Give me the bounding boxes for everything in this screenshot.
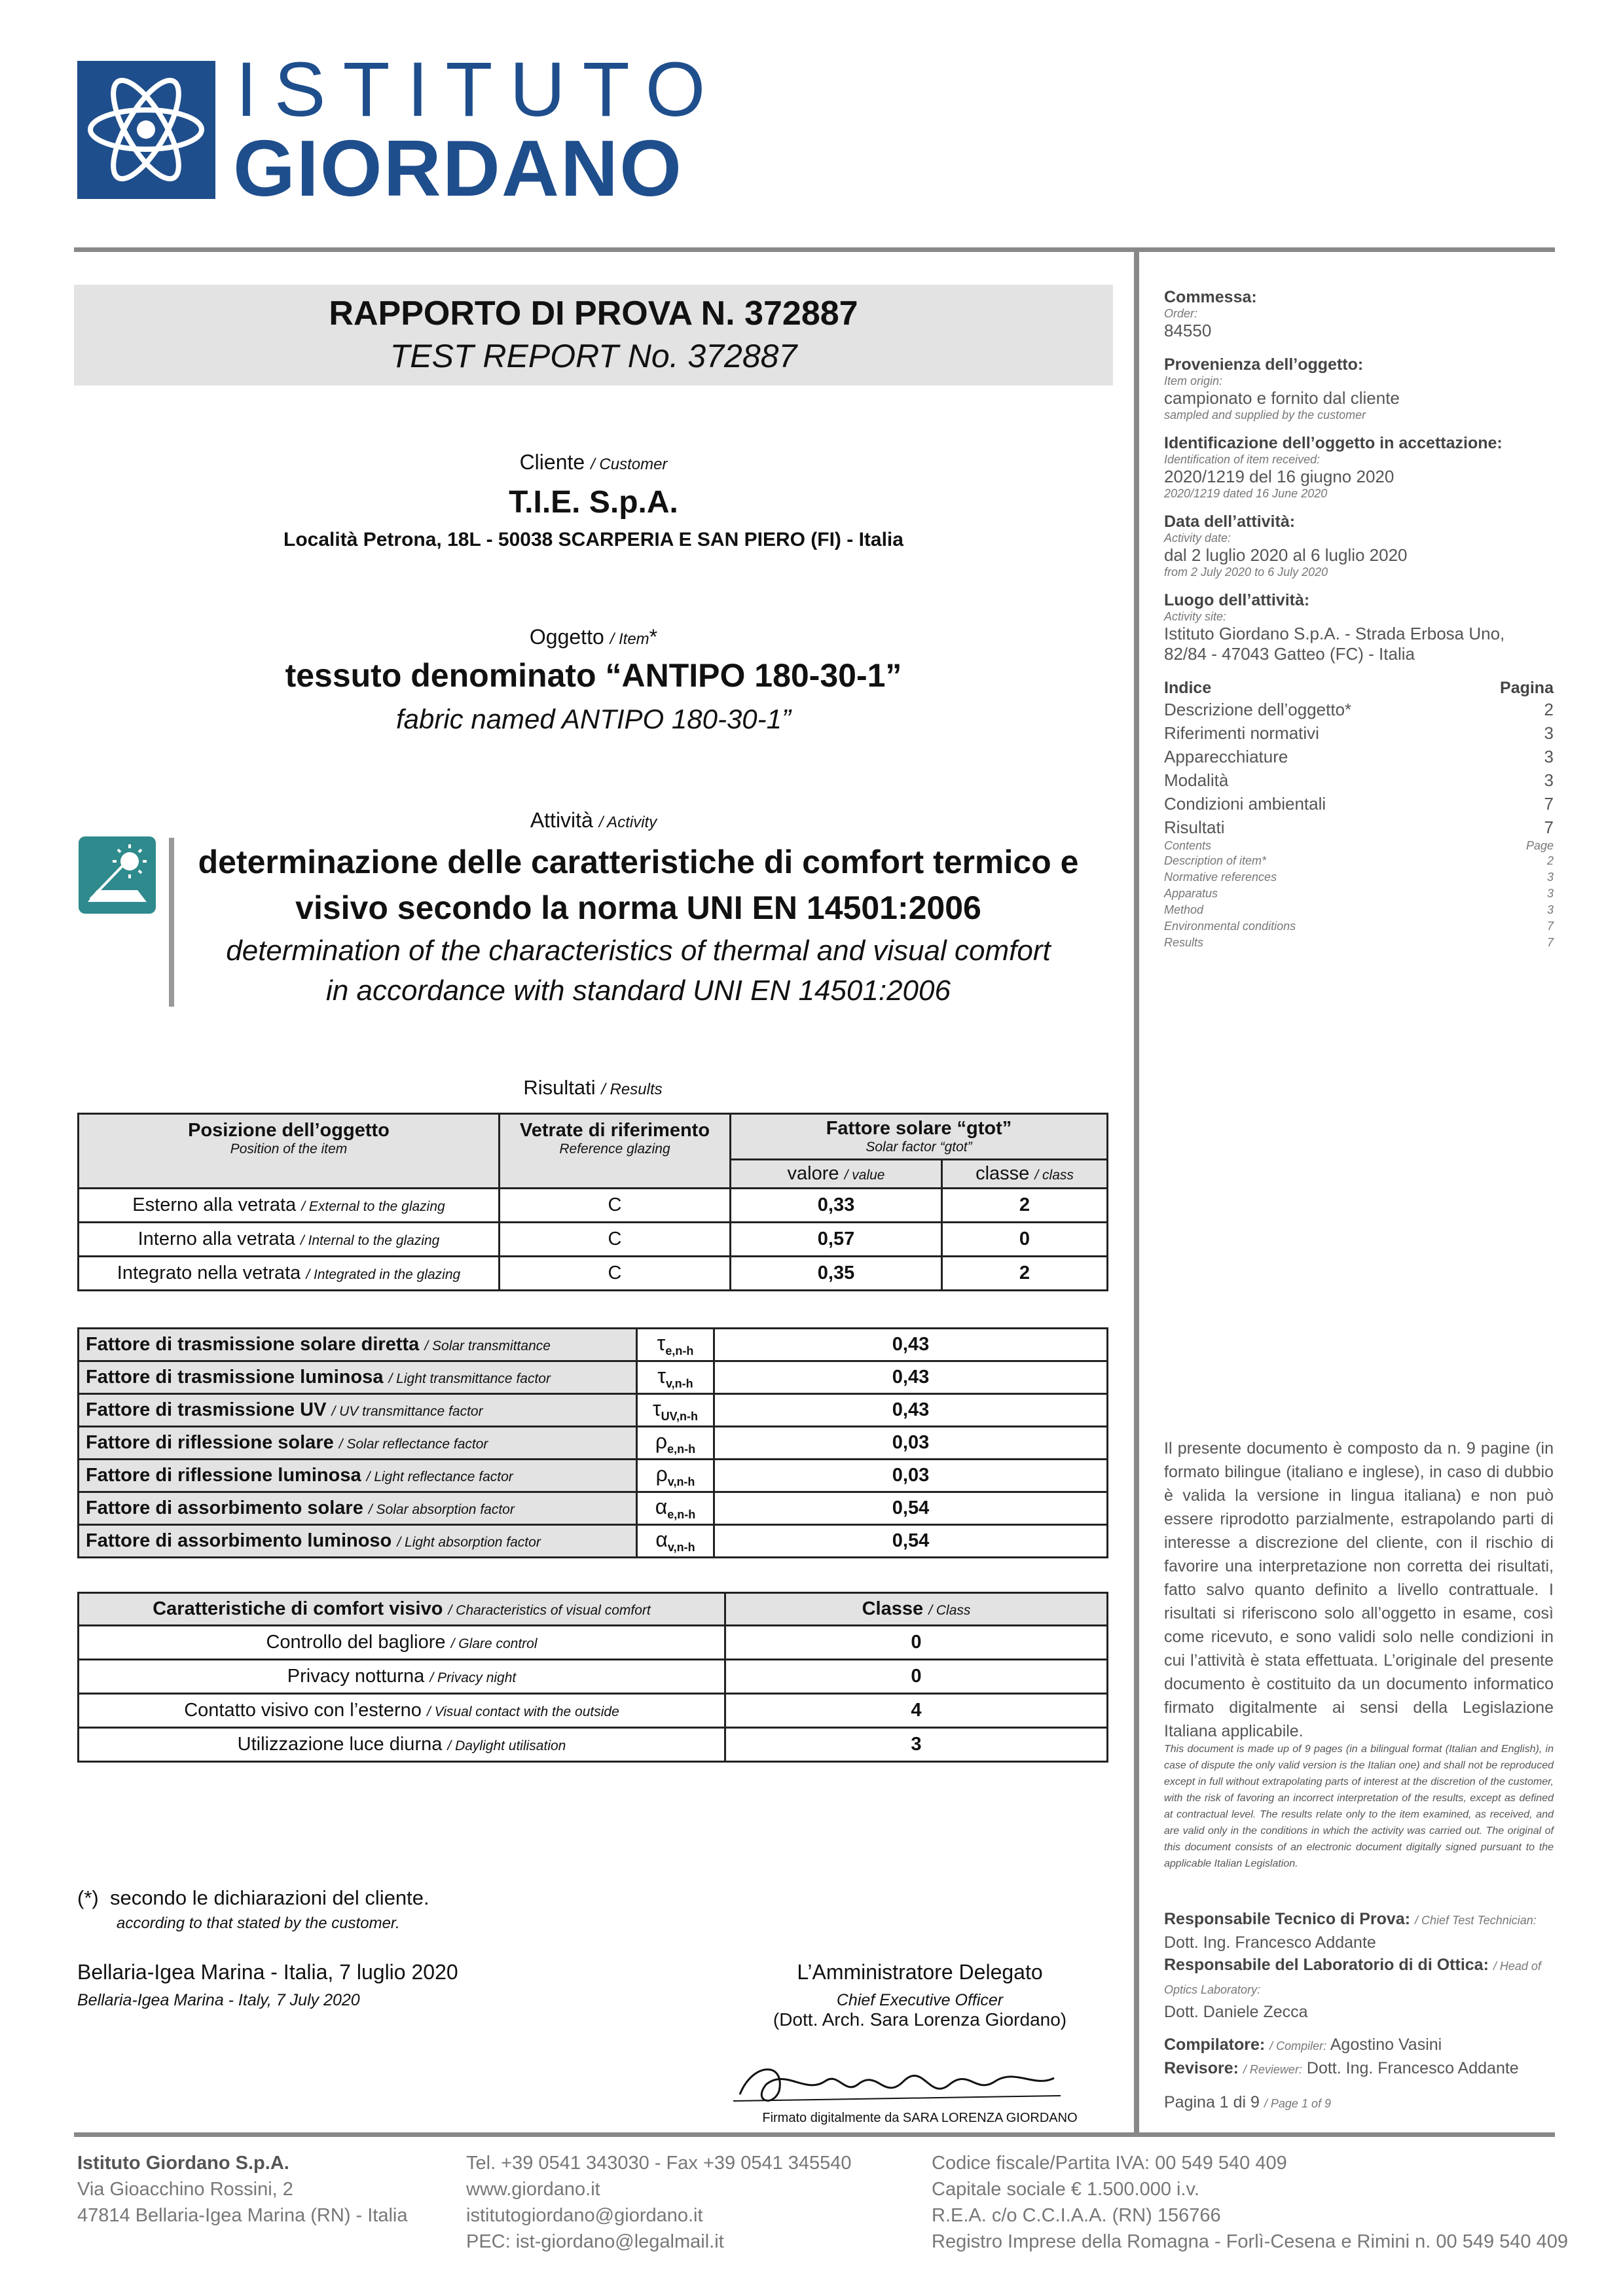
row-glazing: C bbox=[500, 1223, 731, 1257]
index-entry-page: 7 bbox=[1546, 936, 1554, 949]
row-factor bbox=[79, 1492, 637, 1525]
row-factor bbox=[79, 1525, 637, 1558]
reviewer-heading: Revisore: bbox=[1164, 2059, 1239, 2077]
row-value: 0,35 bbox=[731, 1257, 942, 1291]
activity-title-line2: visivo secondo la norma UNI EN 14501:2006 bbox=[295, 889, 981, 926]
activity-title bbox=[177, 839, 1100, 931]
col-position-header bbox=[79, 1114, 500, 1189]
row-position-en: / External to the glazing bbox=[301, 1199, 445, 1214]
sidebar bbox=[1164, 288, 1554, 951]
index-entry-page: 3 bbox=[1544, 747, 1554, 766]
col-solar-factor-header-en: Solar factor “gtot” bbox=[866, 1139, 972, 1155]
signer-role: L’Amministratore Delegato bbox=[797, 1960, 1043, 1984]
list-item bbox=[1164, 698, 1554, 721]
footnote-mark: (*) bbox=[77, 1886, 99, 1909]
col-solar-factor-header-it: Fattore solare “gtot” bbox=[826, 1118, 1012, 1139]
index-heading-en: Contents bbox=[1164, 839, 1212, 852]
subcol-class-en: / class bbox=[1034, 1168, 1074, 1183]
item-label bbox=[74, 625, 1113, 649]
row-class: 2 bbox=[942, 1189, 1108, 1223]
activity-title-en-line1: determination of the characteristics of thermal and visual comfort bbox=[226, 935, 1051, 967]
row-symbol-char: τ bbox=[657, 1364, 666, 1388]
col-solar-factor-header bbox=[731, 1114, 1108, 1160]
report-title-en: TEST REPORT No. 372887 bbox=[390, 338, 797, 374]
row-characteristic bbox=[79, 1626, 725, 1660]
activity-title-en-line2: in accordance with standard UNI EN 14501:2006 bbox=[326, 975, 951, 1007]
index-entry-title: Condizioni ambientali bbox=[1164, 794, 1326, 814]
col-class-header bbox=[725, 1593, 1108, 1626]
row-characteristic bbox=[79, 1728, 725, 1762]
row-characteristic-it: Contatto visivo con l’esterno bbox=[184, 1700, 422, 1721]
footer-company bbox=[77, 2150, 408, 2229]
index-entry-title: Risultati bbox=[1164, 817, 1225, 837]
identification-sub: Identification of item received: bbox=[1164, 453, 1321, 466]
list-item bbox=[1164, 853, 1554, 869]
footer-company-name: Istituto Giordano S.p.A. bbox=[77, 2153, 289, 2174]
row-characteristic-en: / Daylight utilisation bbox=[447, 1738, 566, 1753]
footer-capital: Capitale sociale € 1.500.000 i.v. bbox=[932, 2179, 1199, 2200]
col-glazing-header bbox=[500, 1114, 731, 1189]
row-factor-it: Fattore di trasmissione solare diretta bbox=[86, 1334, 420, 1355]
results-label-it: Risultati bbox=[523, 1076, 596, 1099]
row-position bbox=[79, 1257, 500, 1291]
index-entry-page: 7 bbox=[1544, 794, 1554, 814]
row-symbol-char: α bbox=[655, 1495, 668, 1519]
row-value: 0,43 bbox=[714, 1361, 1108, 1394]
list-item bbox=[1164, 902, 1554, 918]
results-label bbox=[74, 1076, 1112, 1100]
activity-date-value-en: from 2 July 2020 to 6 July 2020 bbox=[1164, 565, 1328, 579]
reviewer-heading-en: / Reviewer: bbox=[1243, 2063, 1302, 2076]
activity-site-line1: Istituto Giordano S.p.A. - Strada Erbosa Uno, bbox=[1164, 624, 1505, 643]
item-name: tessuto denominato “ANTIPO 180-30-1” bbox=[285, 657, 902, 694]
row-class: 0 bbox=[725, 1660, 1108, 1694]
footer-website-link[interactable]: www.giordano.it bbox=[466, 2179, 600, 2200]
visual-comfort-table bbox=[77, 1592, 1108, 1763]
index-entry-title: Results bbox=[1164, 936, 1204, 949]
row-class: 2 bbox=[942, 1257, 1108, 1291]
index-entry-page: 2 bbox=[1546, 854, 1554, 867]
row-value: 0,03 bbox=[714, 1460, 1108, 1492]
index-entry-page: 7 bbox=[1544, 817, 1554, 837]
activity-date-value: dal 2 luglio 2020 al 6 luglio 2020 bbox=[1164, 545, 1408, 565]
table-row bbox=[79, 1728, 1108, 1762]
row-symbol-char: ρ bbox=[655, 1429, 668, 1454]
table-row bbox=[79, 1660, 1108, 1694]
row-symbol-char: ρ bbox=[655, 1462, 668, 1486]
subcol-value bbox=[731, 1160, 942, 1189]
row-class: 4 bbox=[725, 1694, 1108, 1728]
row-value: 0,57 bbox=[731, 1223, 942, 1257]
row-symbol-sub: v,n-h bbox=[667, 1540, 695, 1554]
row-symbol bbox=[637, 1492, 714, 1525]
sun-glazing-icon bbox=[79, 836, 156, 914]
row-factor-it: Fattore di trasmissione UV bbox=[86, 1399, 327, 1420]
row-factor-it: Fattore di assorbimento luminoso bbox=[86, 1530, 392, 1551]
index-entry-page: 3 bbox=[1544, 770, 1554, 790]
solar-activity-icon bbox=[79, 836, 156, 914]
row-factor bbox=[79, 1427, 637, 1460]
lab-value: Dott. Daniele Zecca bbox=[1164, 2003, 1308, 2021]
footer-street: Via Gioacchino Rossini, 2 bbox=[77, 2179, 293, 2200]
list-item bbox=[1164, 816, 1554, 839]
row-symbol bbox=[637, 1427, 714, 1460]
row-class: 3 bbox=[725, 1728, 1108, 1762]
col-class-header-it: Classe bbox=[862, 1598, 924, 1619]
row-characteristic-en: / Visual contact with the outside bbox=[426, 1704, 619, 1719]
compiler-heading-en: / Compiler: bbox=[1269, 2039, 1327, 2053]
row-factor bbox=[79, 1361, 637, 1394]
table-row bbox=[79, 1460, 1108, 1492]
table-row bbox=[79, 1626, 1108, 1660]
list-item bbox=[1164, 869, 1554, 886]
activity-site-sub: Activity site: bbox=[1164, 610, 1227, 623]
index-entry-page: 3 bbox=[1544, 723, 1554, 743]
row-characteristic-it: Controllo del bagliore bbox=[266, 1632, 446, 1653]
index-entry-title: Riferimenti normativi bbox=[1164, 723, 1319, 743]
report-title: RAPPORTO DI PROVA N. 372887 bbox=[329, 295, 858, 332]
col-characteristic-header-it: Caratteristiche di comfort visivo bbox=[153, 1598, 443, 1619]
list-item bbox=[1164, 935, 1554, 951]
list-item bbox=[1164, 886, 1554, 902]
footnote-text: secondo le dichiarazioni del cliente. bbox=[109, 1886, 429, 1909]
resp-heading: Responsabile Tecnico di Prova: bbox=[1164, 1910, 1411, 1928]
customer-label-en: / Customer bbox=[591, 456, 668, 473]
item-label-en: / Item bbox=[610, 630, 649, 648]
bottom-rule bbox=[74, 2132, 1555, 2137]
origin-value-en: sampled and supplied by the customer bbox=[1164, 408, 1366, 422]
row-symbol-char: τ bbox=[653, 1397, 661, 1421]
row-position-it: Integrato nella vetrata bbox=[117, 1263, 301, 1283]
row-factor-en: / UV transmittance factor bbox=[331, 1404, 483, 1419]
table-row bbox=[79, 1492, 1108, 1525]
row-position-it: Esterno alla vetrata bbox=[132, 1194, 297, 1215]
atom-icon bbox=[77, 61, 215, 199]
row-position bbox=[79, 1189, 500, 1223]
table-row bbox=[79, 1257, 1108, 1291]
customer-label-it: Cliente bbox=[519, 450, 585, 474]
footer-phone: Tel. +39 0541 343030 - Fax +39 0541 345540 bbox=[466, 2153, 852, 2174]
row-value: 0,33 bbox=[731, 1189, 942, 1223]
row-characteristic-it: Privacy notturna bbox=[287, 1666, 425, 1687]
activity-date-sub: Activity date: bbox=[1164, 531, 1231, 545]
footnote bbox=[77, 1886, 429, 1910]
row-symbol-sub: e,n-h bbox=[665, 1344, 694, 1357]
logo-text-istituto: ISTITUTO bbox=[236, 46, 723, 133]
activity-accent-bar bbox=[169, 838, 174, 1007]
optical-factors-table bbox=[77, 1327, 1108, 1558]
activity-title-line1: determinazione delle caratteristiche di comfort termico e bbox=[198, 844, 1079, 880]
footer-register: Registro Imprese della Romagna - Forlì-Cesena e Rimini n. 00 549 540 409 bbox=[932, 2231, 1568, 2252]
row-factor bbox=[79, 1329, 637, 1361]
subcol-class bbox=[942, 1160, 1108, 1189]
row-factor-en: / Solar transmittance bbox=[424, 1338, 551, 1354]
index-entry-page: 3 bbox=[1546, 903, 1554, 916]
place-date: Bellaria-Igea Marina - Italia, 7 luglio 2020 bbox=[77, 1960, 458, 1984]
index-page-heading: Pagina bbox=[1500, 679, 1554, 697]
customer-address: Località Petrona, 18L - 50038 SCARPERIA E SAN PIERO (FI) - Italia bbox=[283, 529, 903, 550]
row-position bbox=[79, 1223, 500, 1257]
footer-email-link[interactable]: istitutogiordano@giordano.it bbox=[466, 2205, 703, 2226]
index-entry-title: Environmental conditions bbox=[1164, 920, 1296, 933]
row-symbol-sub: e,n-h bbox=[667, 1442, 696, 1456]
index-entry-title: Descrizione dell’oggetto* bbox=[1164, 700, 1352, 719]
table-row bbox=[79, 1427, 1108, 1460]
row-value: 0,54 bbox=[714, 1492, 1108, 1525]
row-factor-en: / Solar reflectance factor bbox=[338, 1437, 488, 1452]
row-factor bbox=[79, 1460, 637, 1492]
page-count-en: / Page 1 of 9 bbox=[1264, 2097, 1331, 2110]
index-entry-page: 2 bbox=[1544, 700, 1554, 719]
activity-label-en: / Activity bbox=[598, 814, 657, 831]
table-row bbox=[79, 1361, 1108, 1394]
row-factor-it: Fattore di riflessione luminosa bbox=[86, 1465, 361, 1486]
logo-atom-mark bbox=[77, 61, 215, 199]
row-value: 0,03 bbox=[714, 1427, 1108, 1460]
index-entry-page: 7 bbox=[1546, 920, 1554, 933]
table-row bbox=[79, 1694, 1108, 1728]
sidebar-divider bbox=[1134, 252, 1139, 2137]
row-factor-en: / Light transmittance factor bbox=[388, 1371, 551, 1386]
col-class-header-en: / Class bbox=[928, 1603, 971, 1618]
footer-rea: R.E.A. c/o C.C.I.A.A. (RN) 156766 bbox=[932, 2205, 1221, 2226]
activity-label bbox=[74, 808, 1113, 833]
list-item bbox=[1164, 768, 1554, 792]
row-position-en: / Integrated in the glazing bbox=[306, 1267, 461, 1282]
resp-value: Dott. Ing. Francesco Addante bbox=[1164, 1933, 1376, 1952]
index-entry-title: Apparecchiature bbox=[1164, 747, 1288, 766]
order-value: 84550 bbox=[1164, 321, 1212, 340]
row-position-it: Interno alla vetrata bbox=[137, 1229, 295, 1249]
compiler-value: Agostino Vasini bbox=[1330, 2036, 1442, 2054]
table-row bbox=[79, 1525, 1108, 1558]
customer-label bbox=[74, 450, 1113, 475]
order-sub: Order: bbox=[1164, 307, 1198, 320]
col-characteristic-header bbox=[79, 1593, 725, 1626]
identification-value: 2020/1219 del 16 giugno 2020 bbox=[1164, 467, 1395, 486]
resp-heading-en: / Chief Test Technician: bbox=[1414, 1914, 1537, 1927]
item-mark: * bbox=[649, 625, 658, 649]
table-row bbox=[79, 1394, 1108, 1427]
col-glazing-header-it: Vetrate di riferimento bbox=[519, 1120, 710, 1141]
list-item bbox=[1164, 721, 1554, 745]
row-position-en: / Internal to the glazing bbox=[300, 1233, 440, 1248]
row-glazing: C bbox=[500, 1257, 731, 1291]
activity-title-en bbox=[177, 931, 1100, 1011]
list-item bbox=[1164, 918, 1554, 935]
subcol-class-it: classe bbox=[976, 1163, 1030, 1184]
origin-heading: Provenienza dell’oggetto: bbox=[1164, 355, 1364, 374]
row-symbol bbox=[637, 1394, 714, 1427]
row-class: 0 bbox=[942, 1223, 1108, 1257]
index-header-en bbox=[1164, 839, 1554, 853]
col-glazing-header-en: Reference glazing bbox=[559, 1141, 670, 1157]
handwritten-signature bbox=[727, 2055, 1067, 2117]
col-position-header-en: Position of the item bbox=[230, 1141, 348, 1157]
col-position-header-it: Posizione dell’oggetto bbox=[188, 1120, 390, 1141]
list-item bbox=[1164, 745, 1554, 768]
row-characteristic bbox=[79, 1660, 725, 1694]
footer-contacts bbox=[466, 2150, 852, 2255]
signer-name: (Dott. Arch. Sara Lorenza Giordano) bbox=[773, 2009, 1067, 2030]
row-factor-en: / Solar absorption factor bbox=[368, 1502, 515, 1517]
row-factor bbox=[79, 1394, 637, 1427]
legal-notice: Il presente documento è composto da n. 9 pagine (in formato bilingue (italiano e inglese), in caso di dubbio è valida la versione in lingua italiana) e non può essere riprodotto parzialmente, estrapolando parti di interesse a discrezione del cliente, con il rischio di favorire una interpretazione non corretta dei risultati, fatto salvo quanto definito a livello contrattuale. I risultati si riferiscono solo all’oggetto in esame, così come ricevuto, e sono validi solo nelle condizioni in cui l’attività è stata effettuata. L’originale del presente documento è costituito da un documento informatico firmato digitalmente ai sensi della Legislazione Italiana applicabile. bbox=[1164, 1439, 1554, 1740]
row-characteristic-en: / Privacy night bbox=[429, 1670, 517, 1685]
row-characteristic bbox=[79, 1694, 725, 1728]
identification-value-en: 2020/1219 dated 16 June 2020 bbox=[1164, 487, 1328, 500]
subcol-value-it: valore bbox=[787, 1163, 839, 1184]
row-value: 0,43 bbox=[714, 1329, 1108, 1361]
row-symbol bbox=[637, 1361, 714, 1394]
footer-city: 47814 Bellaria-Igea Marina (RN) - Italia bbox=[77, 2205, 408, 2226]
row-factor-en: / Light reflectance factor bbox=[366, 1469, 513, 1484]
row-value: 0,54 bbox=[714, 1525, 1108, 1558]
lab-heading-en: / Head of Optics Laboratory: bbox=[1164, 1960, 1541, 1996]
compiler-heading: Compilatore: bbox=[1164, 2036, 1266, 2054]
table-row bbox=[79, 1329, 1108, 1361]
row-symbol-char: α bbox=[655, 1528, 668, 1552]
row-symbol-sub: v,n-h bbox=[665, 1376, 693, 1390]
solar-factor-table bbox=[77, 1113, 1108, 1291]
logo-text-giordano: GIORDANO bbox=[233, 124, 683, 213]
identification-heading: Identificazione dell’oggetto in accettazione: bbox=[1164, 434, 1503, 452]
footer-legal bbox=[932, 2150, 1568, 2255]
customer-name: T.I.E. S.p.A. bbox=[509, 485, 678, 520]
row-symbol-char: τ bbox=[657, 1331, 666, 1355]
activity-label-it: Attività bbox=[530, 808, 593, 832]
item-label-it: Oggetto bbox=[529, 625, 604, 649]
row-symbol-sub: UV,n-h bbox=[661, 1409, 698, 1423]
index-list bbox=[1164, 698, 1554, 839]
row-symbol bbox=[637, 1460, 714, 1492]
row-symbol bbox=[637, 1525, 714, 1558]
row-symbol-sub: e,n-h bbox=[667, 1507, 696, 1521]
index-entry-title: Description of item* bbox=[1164, 854, 1267, 867]
place-date-en: Bellaria-Igea Marina - Italy, 7 July 2020 bbox=[77, 1991, 360, 2009]
index-entry-title: Normative references bbox=[1164, 870, 1277, 884]
row-characteristic-en: / Glare control bbox=[450, 1636, 538, 1651]
digital-signature-note: Firmato digitalmente da SARA LORENZA GIORDANO bbox=[762, 2111, 1078, 2125]
report-title-box bbox=[74, 285, 1113, 386]
row-characteristic-it: Utilizzazione luce diurna bbox=[237, 1734, 443, 1755]
subcol-value-en: / value bbox=[844, 1168, 885, 1183]
top-rule bbox=[74, 247, 1555, 252]
index-entry-title: Method bbox=[1164, 903, 1204, 916]
index-entry-title: Modalità bbox=[1164, 770, 1229, 790]
activity-site-line2: 82/84 - 47043 Gatteo (FC) - Italia bbox=[1164, 644, 1415, 664]
row-symbol-sub: v,n-h bbox=[667, 1475, 695, 1488]
legal-notice-en: This document is made up of 9 pages (in a bilingual format (Italian and English), in case of dispute the only valid version is the Italian one) and shall not be reproduced except in full without extrapolating parts of interest at the discretion of the customer, with the risk of favoring an incorrect interpretation of the results, except as defined at contractual level. The results relate only to the item examined, as received, and are valid only in the conditions in which the activity was carried out. The original of this document consists of an electronic document digitally signed pursuant to the applicable Italian Legislation. bbox=[1164, 1744, 1554, 1869]
row-value: 0,43 bbox=[714, 1394, 1108, 1427]
activity-site-heading: Luogo dell’attività: bbox=[1164, 591, 1310, 609]
page-count: Pagina 1 di 9 bbox=[1164, 2093, 1260, 2111]
origin-sub: Item origin: bbox=[1164, 374, 1223, 387]
index-entry-page: 3 bbox=[1546, 870, 1554, 884]
activity-date-heading: Data dell’attività: bbox=[1164, 512, 1296, 531]
index-header bbox=[1164, 679, 1554, 698]
row-factor-it: Fattore di assorbimento solare bbox=[86, 1498, 363, 1518]
row-factor-it: Fattore di trasmissione luminosa bbox=[86, 1367, 384, 1388]
footer-pec: PEC: ist-giordano@legalmail.it bbox=[466, 2231, 724, 2252]
table-row bbox=[79, 1223, 1108, 1257]
lab-heading: Responsabile del Laboratorio di di Ottica: bbox=[1164, 1956, 1489, 1974]
responsibles bbox=[1164, 1908, 1554, 2115]
footnote-en: according to that stated by the customer. bbox=[117, 1914, 400, 1932]
row-factor-it: Fattore di riflessione solare bbox=[86, 1432, 334, 1453]
index-list-en bbox=[1164, 853, 1554, 951]
footer-vat: Codice fiscale/Partita IVA: 00 549 540 409 bbox=[932, 2153, 1287, 2174]
row-symbol bbox=[637, 1329, 714, 1361]
row-glazing: C bbox=[500, 1189, 731, 1223]
item-name-en: fabric named ANTIPO 180-30-1” bbox=[395, 704, 792, 734]
row-class: 0 bbox=[725, 1626, 1108, 1660]
results-label-en: / Results bbox=[601, 1081, 663, 1098]
row-factor-en: / Light absorption factor bbox=[397, 1535, 541, 1550]
col-characteristic-header-en: / Characteristics of visual comfort bbox=[448, 1603, 651, 1618]
reviewer-value: Dott. Ing. Francesco Addante bbox=[1306, 2059, 1519, 2077]
order-heading: Commessa: bbox=[1164, 288, 1257, 306]
list-item bbox=[1164, 792, 1554, 816]
index-entry-title: Apparatus bbox=[1164, 887, 1218, 900]
origin-value: campionato e fornito dal cliente bbox=[1164, 388, 1400, 408]
index-heading: Indice bbox=[1164, 679, 1212, 697]
table-row bbox=[79, 1189, 1108, 1223]
signer-role-en: Chief Executive Officer bbox=[836, 1991, 1004, 2009]
index-page-heading-en: Page bbox=[1525, 839, 1554, 852]
index-entry-page: 3 bbox=[1546, 887, 1554, 900]
